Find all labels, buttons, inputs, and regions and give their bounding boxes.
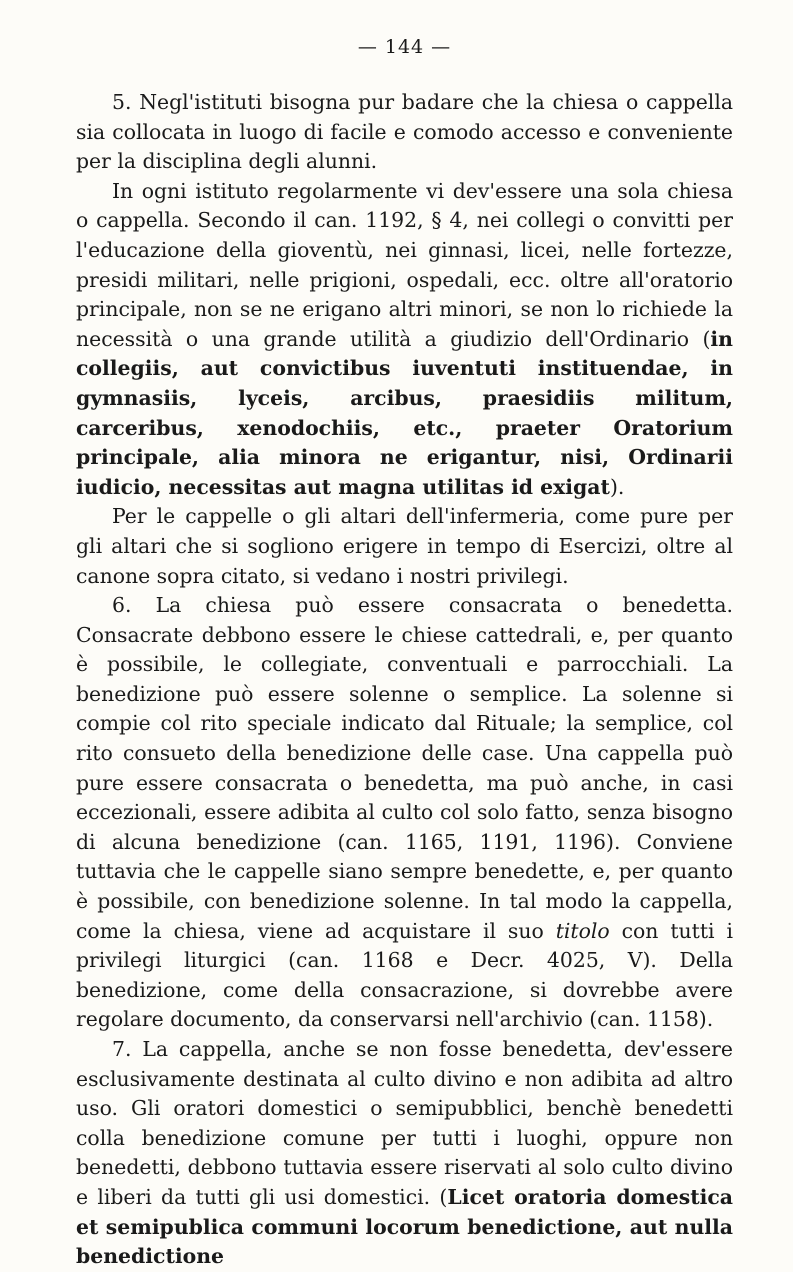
- page-number: — 144 —: [357, 36, 452, 58]
- italic-term: titolo: [555, 918, 610, 943]
- paragraph-end: con tutti i privilegi liturgici (can. 1168 e Decr. 4025, V). Della benedizione, come della consacrazione, si dovrebbe avere regolare documento, da conservarsi nell'archivio (can. 1158).: [76, 918, 734, 1032]
- paragraph-5-text: 5. Negl'istituti bisogna pur badare che la chiesa o cappella sia collocata in luogo di facile e comodo accesso e conveniente per la disciplina degli alunni.: [76, 90, 733, 174]
- paragraph-text: 6. La chiesa può essere consacrata o benedetta. Consacrate debbono essere le chiese cattedrali, e, per quanto è possibile, le collegiate, conventuali e parrocchiali. La benedizione può essere solenne o semplice. La solenne si compie col rito speciale indicato dal Rituale; la semplice, col rito consueto della benedizione delle case. Una cappella può pure essere consacrata o benedetta, ma può anche, in casi eccezionali, essere adibita al culto col solo fatto, senza bisogno di alcuna benedizione (can. 1165, 1191, 1196). Conviene tuttavia che le cappelle siano sempre benedette, e, per quanto è possibile, con benedizione solenne. In tal modo la cappella, come la chiesa, viene ad acquistare il suo: [76, 593, 733, 943]
- paragraph-text: 7. La cappella, anche se non fosse benedetta, dev'essere esclusivamente destinata al culto divino e non adibita ad altro uso. Gli oratori domestici o semipubblici, benchè benedetti colla benedizione comune per tutti i luoghi, oppure non benedetti, debbono tuttavia essere riservati al solo culto divino e liberi da tutti gli usi domestici. (: [76, 1037, 733, 1209]
- latin-quote: in collegiis, aut convictibus iuventuti instituendae, in gymnasiis, lyceis, arcibus, praesidiis militum, carceribus, xenodochiis, etc., praeter Oratorium principale, alia minora ne erigantur, nisi, Ordinarii iudicio, necessitas aut magna utilitas id exigat: [76, 326, 733, 499]
- paragraph-text: Per le cappelle o gli altari dell'infermeria, come pure per gli altari che si sogliono erigere in tempo di Esercizi, oltre al canone sopra citato, si vedano i nostri privilegi.: [76, 504, 733, 588]
- paragraph-5: [76, 88, 733, 177]
- paragraph-single-chapel: [76, 177, 733, 503]
- paragraph-text: In ogni istituto regolarmente vi dev'essere una sola chiesa o cappella. Secondo il can. 1192, § 4, nei collegi o convitti per l'educazione della gioventù, nei ginnasi, licei, nelle fortezze, presidi militari, nelle prigioni, ospedali, ecc. oltre all'oratorio principale, non se ne erigano altri minori, se non lo richiede la necessità o una grande utilità a giudizio dell'Ordinario (: [76, 178, 733, 351]
- latin-quote: Licet oratoria domestica et semipublica communi locorum benedictione, aut nulla benedictione: [76, 1184, 734, 1269]
- paragraph-infirmary: [76, 502, 733, 591]
- paragraph-end: ).: [609, 474, 625, 499]
- paragraph-7: [76, 1035, 733, 1272]
- paragraph-6: [76, 591, 733, 1035]
